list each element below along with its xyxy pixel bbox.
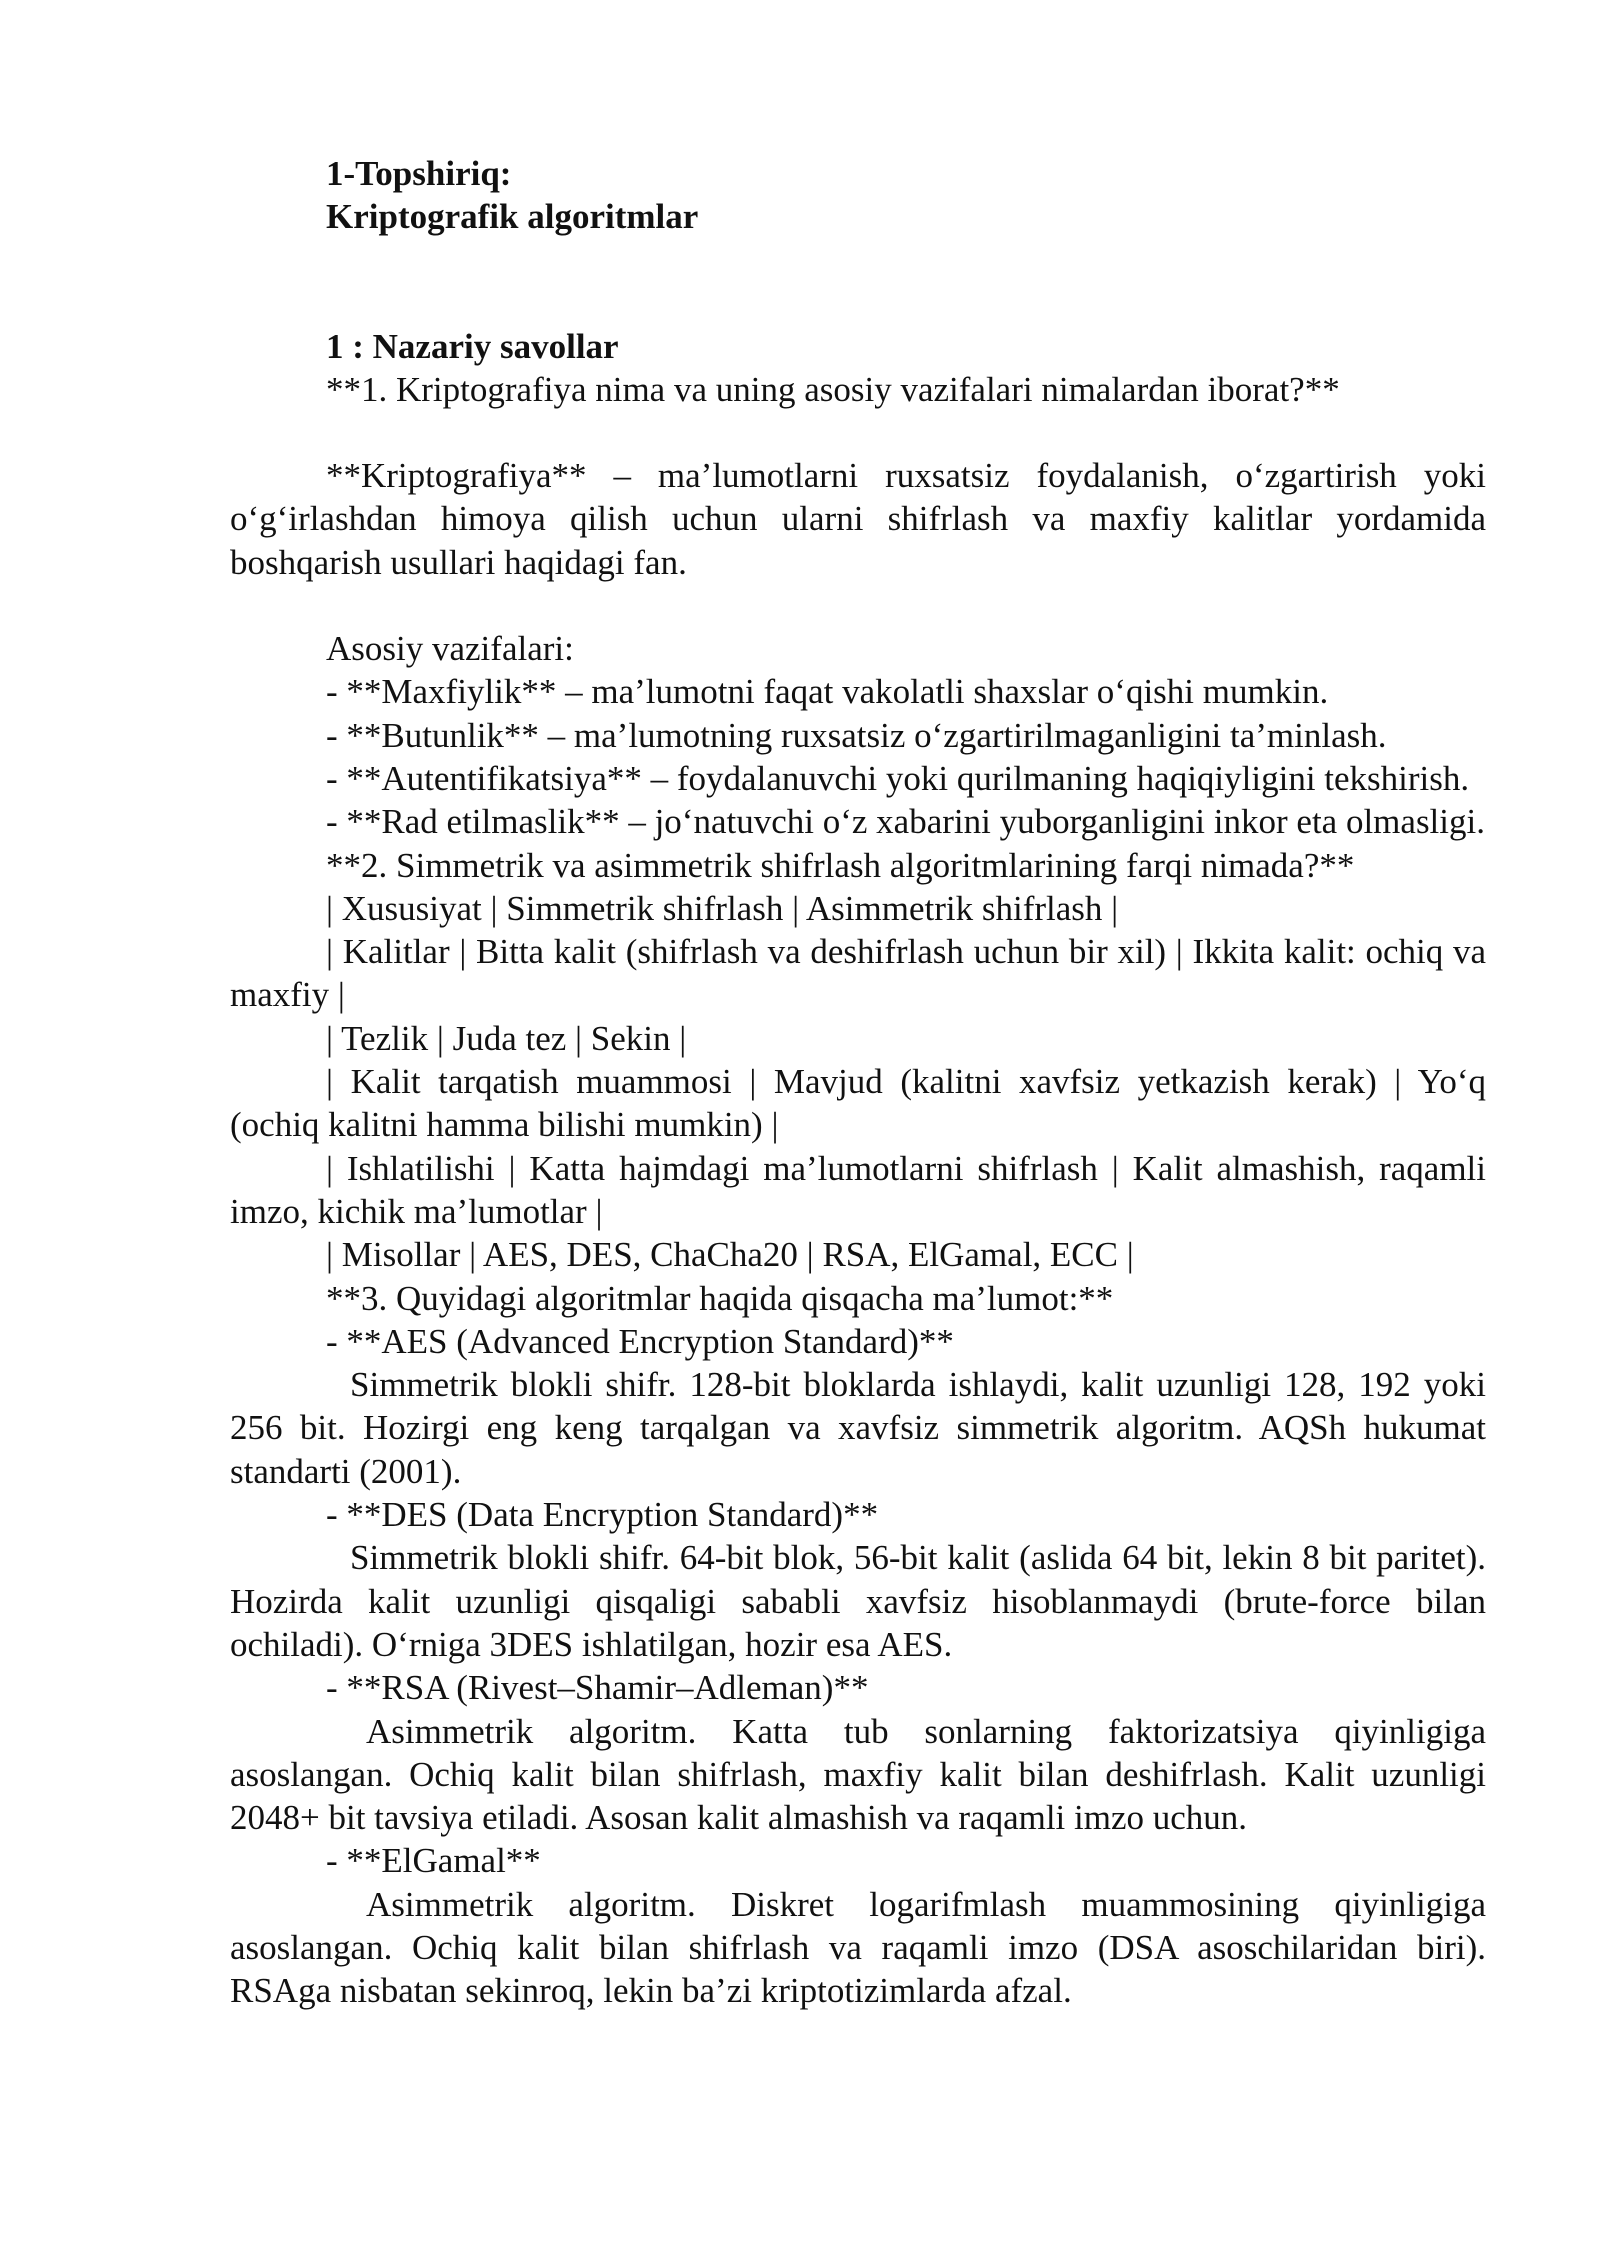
table-row: | Tezlik | Juda tez | Sekin | bbox=[326, 1018, 687, 1058]
document-title: Kriptografik algoritmlar bbox=[326, 197, 699, 237]
algorithm-description: Asimmetrik algoritm. Katta tub sonlarning faktorizatsiya qiyinligiga asoslangan. Ochiq kalit bilan shifrlash, maxfiy kalit bilan deshifrlash. Kalit uzunligi 2048+ bit tavsiya etiladi. Asosan kalit almashish va raqamli imzo uchun. bbox=[230, 1711, 1486, 1838]
table-row: | Kalitlar | Bitta kalit (shifrlash va deshifrlash uchun bir xil) | Ikkita kalit: ochiq va maxfiy | bbox=[230, 932, 1486, 1015]
task-item: - **Butunlik** – ma’lumotning ruxsatsiz o‘zgartirilmaganligini ta’minlash. bbox=[326, 715, 1387, 755]
task-item: - **Maxfiylik** – ma’lumotni faqat vakolatli shaxslar o‘qishi mumkin. bbox=[326, 672, 1329, 712]
task-item: - **Autentifikatsiya** – foydalanuvchi yoki qurilmaning haqiqiyligini tekshirish. bbox=[326, 758, 1470, 798]
spacer bbox=[230, 584, 1486, 627]
spacer bbox=[230, 411, 1486, 454]
algorithm-name: - **AES (Advanced Encryption Standard)** bbox=[326, 1321, 954, 1361]
question-1: **1. Kriptografiya nima va uning asosiy vazifalari nimalardan iborat?** bbox=[326, 369, 1340, 409]
document-body bbox=[230, 152, 1486, 2013]
algorithm-name: - **DES (Data Encryption Standard)** bbox=[326, 1495, 879, 1535]
table-row: | Xususiyat | Simmetrik shifrlash | Asimmetrik shifrlash | bbox=[326, 888, 1119, 928]
spacer bbox=[230, 239, 1486, 325]
task-item: - **Rad etilmaslik** – jo‘natuvchi o‘z xabarini yuborganligini inkor eta olmasligi. bbox=[326, 802, 1485, 842]
table-row: | Kalit tarqatish muammosi | Mavjud (kalitni xavfsiz yetkazish kerak) | Yo‘q (ochiq kalitni hamma bilishi mumkin) | bbox=[230, 1062, 1486, 1145]
algorithm-description: Simmetrik blokli shifr. 64-bit blok, 56-bit kalit (aslida 64 bit, lekin 8 bit paritet). Hozirda kalit uzunligi qisqaligi sababli xavfsiz hisoblanmaydi (brute-force bilan ochiladi). O‘rniga 3DES ishlatilgan, hozir esa AES. bbox=[230, 1538, 1486, 1664]
algorithm-name: - **ElGamal** bbox=[326, 1841, 541, 1881]
question-2: **2. Simmetrik va asimmetrik shifrlash algoritmlarining farqi nimada?** bbox=[326, 845, 1355, 885]
table-row: | Misollar | AES, DES, ChaCha20 | RSA, ElGamal, ECC | bbox=[326, 1235, 1134, 1275]
tasks-heading: Asosiy vazifalari: bbox=[326, 629, 574, 669]
algorithm-description: Asimmetrik algoritm. Diskret logarifmlash muammosining qiyinligiga asoslangan. Ochiq kalit bilan shifrlash va raqamli imzo (DSA asoschilaridan biri). RSAga nisbatan sekinroq, lekin ba’zi kriptotizimlarda afzal. bbox=[230, 1884, 1486, 2011]
algorithm-description: Simmetrik blokli shifr. 128-bit bloklarda ishlaydi, kalit uzunligi 128, 192 yoki 256 bit. Hozirgi eng keng tarqalgan va xavfsiz simmetrik algoritm. AQSh hukumat standarti (2001). bbox=[230, 1365, 1486, 1491]
table-row: | Ishlatilishi | Katta hajmdagi ma’lumotlarni shifrlash | Kalit almashish, raqamli imzo, kichik ma’lumotlar | bbox=[230, 1148, 1486, 1231]
assignment-number: 1-Topshiriq: bbox=[326, 154, 512, 193]
algorithm-name: - **RSA (Rivest–Shamir–Adleman)** bbox=[326, 1668, 869, 1708]
question-3: **3. Quyidagi algoritmlar haqida qisqacha ma’lumot:** bbox=[326, 1278, 1114, 1318]
definition-paragraph: **Kriptografiya** – ma’lumotlarni ruxsatsiz foydalanish, o‘zgartirish yoki o‘g‘irlashdan himoya qilish uchun ularni shifrlash va maxfiy kalitlar yordamida boshqarish usullari haqidagi fan. bbox=[230, 456, 1486, 582]
section-heading: 1 : Nazariy savollar bbox=[326, 326, 619, 366]
